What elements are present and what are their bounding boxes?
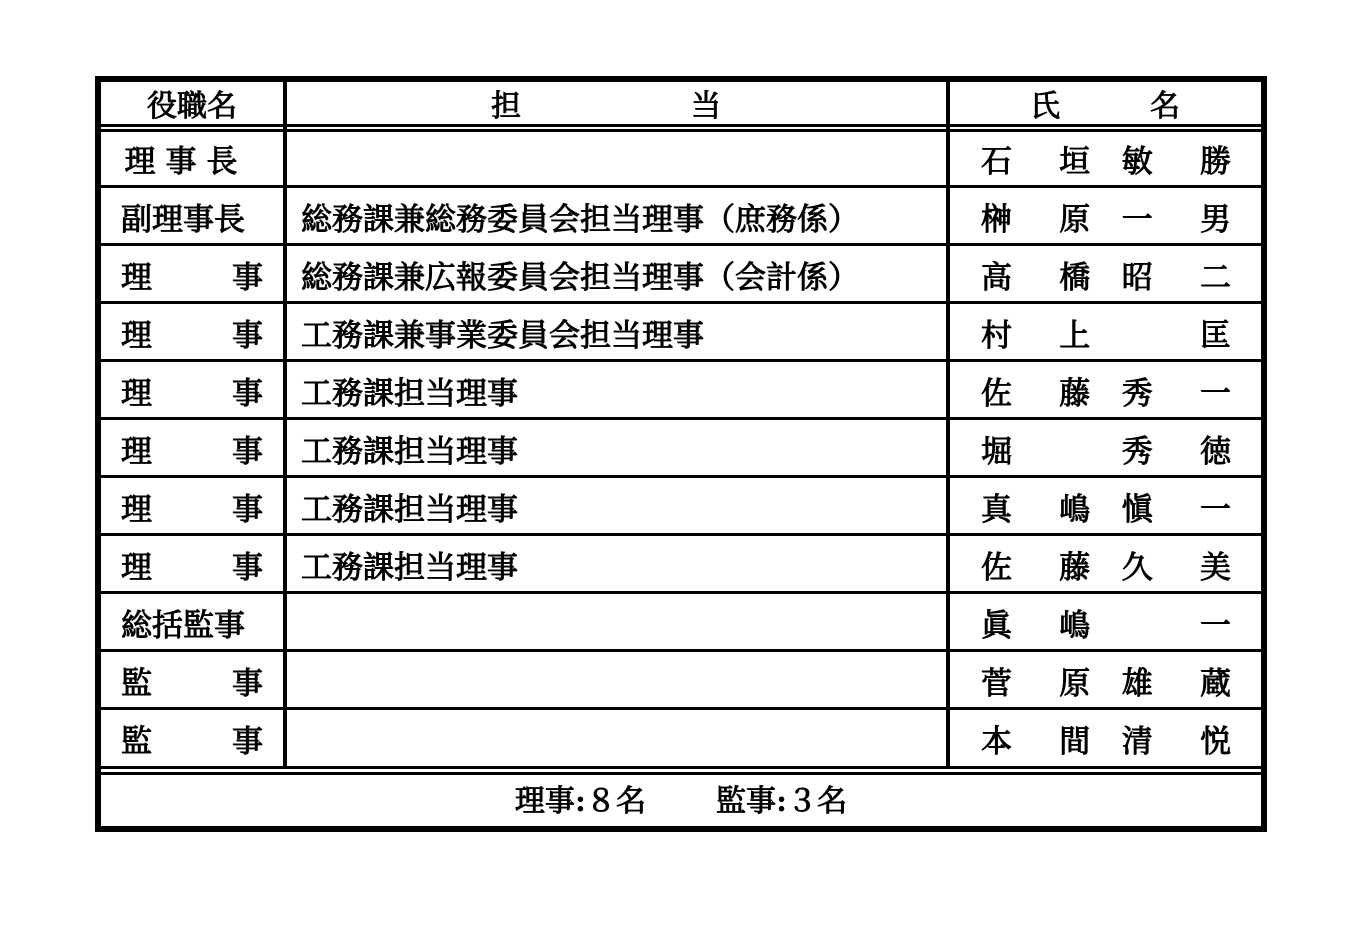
header-name: 氏 名 (1030, 89, 1180, 124)
role-cell (121, 478, 263, 534)
table-row (101, 536, 1261, 592)
footer-divider (101, 772, 1261, 775)
role-cell (121, 710, 263, 766)
table-row (101, 594, 1261, 650)
name-cell (981, 130, 1231, 186)
directors-count: 理事:８名 (514, 784, 646, 819)
role-char: 事 (232, 433, 263, 470)
role-cell (121, 188, 263, 244)
table-row (101, 710, 1261, 766)
role-cell (121, 652, 263, 708)
name-cell (981, 188, 1231, 244)
name-char: 秀 (1121, 433, 1153, 470)
name-char: 藤 (1059, 549, 1091, 586)
duty-cell (301, 594, 941, 650)
name-char: 橋 (1059, 259, 1091, 296)
duty-cell (301, 478, 941, 534)
name-char: 男 (1200, 201, 1231, 238)
name-char: 榊 (981, 201, 1012, 238)
name-char: 清 (1121, 723, 1153, 760)
name-cell (981, 478, 1231, 534)
name-char: 久 (1121, 549, 1153, 586)
name-cell (981, 536, 1231, 592)
duty-cell (301, 710, 941, 766)
role-char: 事 (232, 491, 263, 528)
footer-divider (101, 766, 1261, 769)
role-cell (121, 304, 263, 360)
name-char: 高 (981, 259, 1012, 296)
duty-label: 総務課兼広報委員会担当理事（会計係） (301, 259, 859, 296)
role-char: 監 (121, 665, 152, 702)
duty-cell (301, 246, 941, 302)
role-label: 副理事長 (121, 201, 245, 238)
role-char: 事 (232, 665, 263, 702)
duty-label: 工務課担当理事 (301, 491, 518, 528)
name-char: 悦 (1200, 723, 1231, 760)
role-char: 理 (121, 375, 152, 412)
duty-cell (301, 652, 941, 708)
role-char: 理 (121, 259, 152, 296)
role-char: 事 (232, 723, 263, 760)
duty-cell (301, 188, 941, 244)
role-cell (121, 536, 263, 592)
duty-cell (301, 130, 941, 186)
name-char: 石 (981, 143, 1012, 180)
name-char: 本 (981, 723, 1012, 760)
table-row (101, 420, 1261, 476)
table-row (101, 478, 1261, 534)
table-row (101, 362, 1261, 418)
role-cell (121, 362, 263, 418)
header-divider (101, 124, 1261, 127)
role-char: 事 (232, 549, 263, 586)
name-cell (981, 594, 1231, 650)
role-cell (121, 594, 263, 650)
name-char: 秀 (1121, 375, 1153, 412)
name-char: 真 (981, 491, 1012, 528)
role-char: 理 (121, 317, 152, 354)
role-char: 理 (121, 549, 152, 586)
name-char: 蔵 (1200, 665, 1231, 702)
header-duty: 担 当 (491, 89, 721, 124)
totals-footer (101, 776, 1261, 820)
name-cell (981, 420, 1231, 476)
name-cell (981, 246, 1231, 302)
role-cell (121, 246, 263, 302)
name-char: 上 (1059, 317, 1091, 354)
table-row (101, 304, 1261, 360)
name-char: 愼 (1121, 491, 1153, 528)
name-char: 昭 (1121, 259, 1153, 296)
header-role: 役職名 (147, 89, 237, 124)
duty-cell (301, 362, 941, 418)
name-char: 藤 (1059, 375, 1091, 412)
table-row (101, 246, 1261, 302)
duty-cell (301, 536, 941, 592)
name-char: 原 (1059, 201, 1091, 238)
name-char: 一 (1121, 201, 1153, 238)
role-char: 理 (121, 433, 152, 470)
name-char: 間 (1059, 723, 1091, 760)
name-char: 村 (981, 317, 1012, 354)
duty-label: 総務課兼総務委員会担当理事（庶務係） (301, 201, 859, 238)
role-char: 理 (121, 491, 152, 528)
table-row (101, 130, 1261, 186)
duty-cell (301, 420, 941, 476)
table-row (101, 652, 1261, 708)
name-char: 敏 (1121, 143, 1153, 180)
role-char: 事 (232, 317, 263, 354)
name-char: 徳 (1200, 433, 1231, 470)
name-cell (981, 652, 1231, 708)
table-row (101, 188, 1261, 244)
name-char: 一 (1200, 375, 1231, 412)
name-char: 雄 (1121, 665, 1153, 702)
duty-label: 工務課兼事業委員会担当理事 (301, 317, 704, 354)
name-cell (981, 304, 1231, 360)
name-char: 佐 (981, 549, 1012, 586)
name-char: 一 (1200, 607, 1231, 644)
name-char: 美 (1200, 549, 1231, 586)
duty-label: 工務課担当理事 (301, 433, 518, 470)
duty-label: 工務課担当理事 (301, 549, 518, 586)
duty-cell (301, 304, 941, 360)
role-char: 監 (121, 723, 152, 760)
name-char: 眞 (981, 607, 1012, 644)
name-char: 一 (1200, 491, 1231, 528)
role-char: 事 (232, 259, 263, 296)
role-cell (115, 130, 257, 186)
name-char: 二 (1200, 259, 1231, 296)
name-cell (981, 710, 1231, 766)
name-char: 嶋 (1059, 491, 1091, 528)
name-char: 匡 (1200, 317, 1231, 354)
name-char: 佐 (981, 375, 1012, 412)
role-char: 事 (232, 375, 263, 412)
name-cell (981, 362, 1231, 418)
name-char: 勝 (1200, 143, 1231, 180)
name-char: 堀 (981, 433, 1012, 470)
role-cell (121, 420, 263, 476)
role-label: 総括監事 (121, 607, 245, 644)
roster-table (101, 82, 1261, 826)
name-char: 嶋 (1059, 607, 1091, 644)
auditors-count: 監事:３名 (716, 784, 848, 819)
duty-label: 工務課担当理事 (301, 375, 518, 412)
role-label: 理事長 (124, 143, 248, 180)
name-char: 垣 (1059, 143, 1091, 180)
name-char: 原 (1059, 665, 1091, 702)
name-char: 菅 (981, 665, 1012, 702)
